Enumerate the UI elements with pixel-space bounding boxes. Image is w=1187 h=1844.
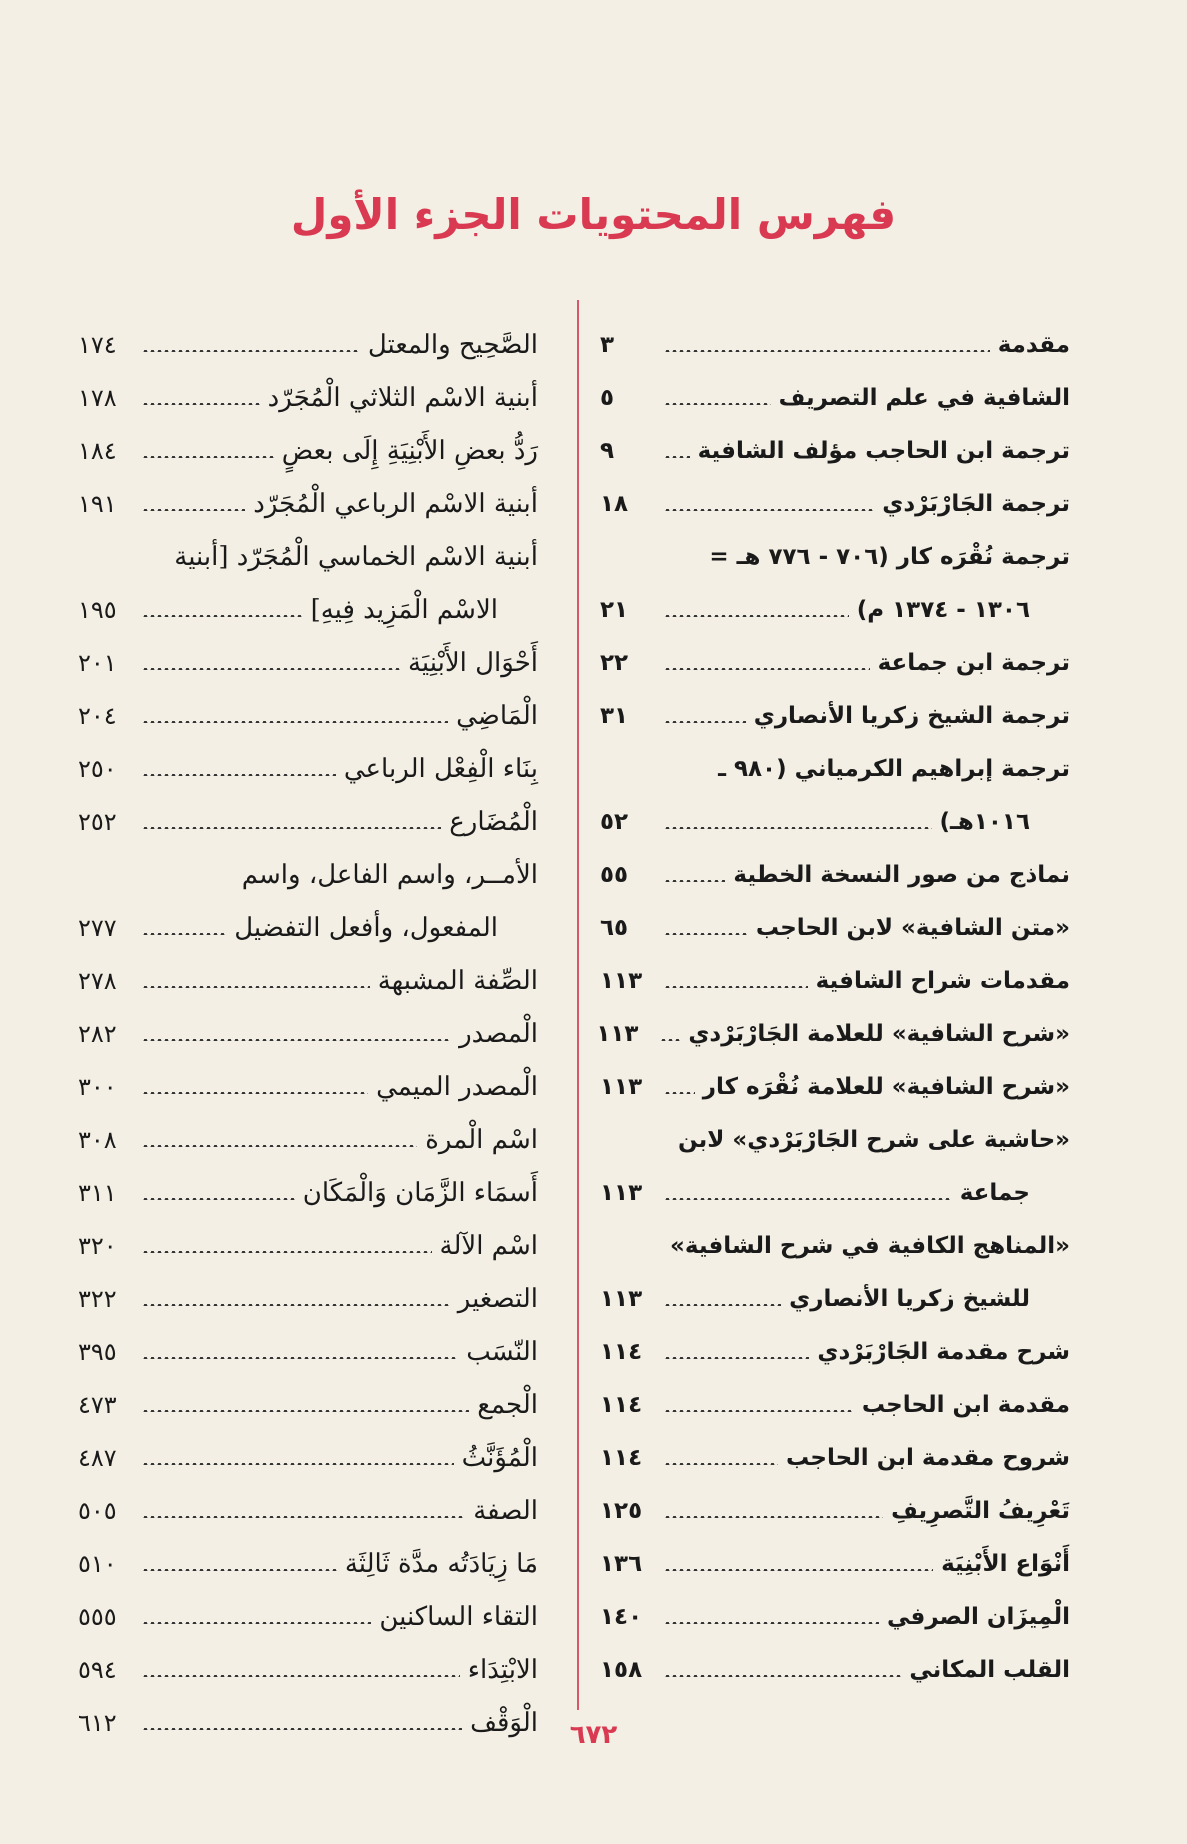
- toc-entry: [600, 477, 1070, 530]
- toc-entry-title: ترجمة ابن الحاجب مؤلف الشافية: [697, 437, 1070, 464]
- toc-entry-page: ١٣٦: [600, 1550, 643, 1577]
- toc-entry-page: ١١٤: [600, 1391, 643, 1418]
- dot-leader: [664, 1622, 879, 1624]
- toc-entry: [78, 530, 538, 583]
- toc-entry-title: ترجمة ابن جماعة: [877, 649, 1070, 676]
- toc-entry-page: ١١٤: [600, 1338, 643, 1365]
- dot-leader: [664, 1198, 952, 1200]
- toc-entry: [600, 742, 1070, 795]
- toc-entry-title: الْوَقْف: [470, 1707, 538, 1738]
- dot-leader: [664, 509, 874, 511]
- toc-entry-page: ١٧٤: [78, 330, 117, 359]
- toc-entry: [600, 1325, 1070, 1378]
- toc-entry: [78, 689, 538, 742]
- toc-entry: [600, 954, 1070, 1007]
- toc-entry-title: التصغير: [457, 1283, 538, 1314]
- dot-leader: [142, 1675, 460, 1677]
- toc-entry-page: ١١٣: [600, 967, 643, 994]
- toc-entry: [78, 901, 538, 954]
- toc-left-column: [78, 318, 538, 1749]
- toc-entry-title: الْمصدر الميمي: [376, 1071, 538, 1102]
- page-number: ٦٧٢: [569, 1720, 618, 1750]
- toc-entry-title: الصَّحِيح والمعتل: [367, 329, 538, 360]
- dot-leader: [664, 615, 849, 617]
- toc-entry: [600, 1060, 1070, 1113]
- toc-right-column: [596, 318, 1070, 1696]
- toc-entry: [78, 1219, 538, 1272]
- toc-entry: [78, 477, 538, 530]
- toc-entry-page: ٣٩٥: [78, 1337, 117, 1366]
- toc-entry: [78, 1060, 538, 1113]
- toc-entry-title: الْمُضَارع: [449, 806, 538, 837]
- toc-entry: [600, 1378, 1070, 1431]
- toc-entry-title: ١٠١٦هـ): [939, 808, 1030, 835]
- toc-entry-page: ٤٨٧: [78, 1443, 117, 1472]
- dot-leader: [664, 827, 932, 829]
- dot-leader: [664, 403, 771, 405]
- dot-leader: [664, 1675, 901, 1677]
- toc-entry-page: ٥٩٤: [78, 1655, 117, 1684]
- dot-leader: [664, 933, 748, 935]
- toc-entry: [600, 1113, 1070, 1166]
- toc-entry-title: شروح مقدمة ابن الحاجب: [786, 1444, 1070, 1471]
- toc-entry: [78, 1325, 538, 1378]
- toc-entry: [600, 1537, 1070, 1590]
- toc-entry-title: الأمــر، واسم الفاعل، واسم: [241, 859, 538, 890]
- dot-leader: [142, 1145, 417, 1147]
- toc-entry-page: ٥٠٥: [78, 1496, 117, 1525]
- toc-entry-title: أَسمَاء الزَّمَان وَالْمَكَان: [302, 1177, 538, 1208]
- dot-leader: [142, 615, 303, 617]
- dot-leader: [142, 774, 336, 776]
- dot-leader: [142, 456, 274, 458]
- toc-entry-title: اسْم الآلة: [439, 1230, 538, 1261]
- column-divider: [577, 300, 579, 1710]
- toc-entry: [78, 1484, 538, 1537]
- toc-entry: [78, 371, 538, 424]
- dot-leader: [664, 1357, 809, 1359]
- toc-entry: [78, 1378, 538, 1431]
- toc-entry: [78, 795, 538, 848]
- toc-entry: [78, 1537, 538, 1590]
- dot-leader: [664, 456, 690, 458]
- toc-entry: [600, 318, 1070, 371]
- toc-entry: [600, 1272, 1070, 1325]
- dot-leader: [142, 1463, 454, 1465]
- toc-entry: [600, 1643, 1070, 1696]
- toc-entry: [78, 1007, 538, 1060]
- toc-entry-page: ٥٥٥: [78, 1602, 117, 1631]
- toc-entry: [600, 901, 1070, 954]
- toc-entry-title: تَعْرِيفُ التَّصرِيفِ: [891, 1497, 1070, 1524]
- toc-entry-title: أبنية الاسْم الرباعي الْمُجَرّد: [253, 488, 538, 519]
- toc-entry-page: ١٨٤: [78, 436, 117, 465]
- page-title: فهرس المحتويات الجزء الأول: [290, 190, 897, 239]
- toc-entry-title: أَنْوَاع الأَبْنِيَة: [941, 1550, 1070, 1577]
- toc-entry: [600, 583, 1070, 636]
- toc-entry-page: ١١٣: [600, 1073, 643, 1100]
- toc-entry: [600, 848, 1070, 901]
- dot-leader: [660, 1039, 680, 1041]
- toc-entry-page: ١٧٨: [78, 383, 117, 412]
- toc-entry: [600, 689, 1070, 742]
- dot-leader: [142, 350, 360, 352]
- toc-entry-page: ٢٠٤: [78, 701, 117, 730]
- dot-leader: [664, 668, 870, 670]
- toc-entry: [78, 954, 538, 1007]
- toc-entry-page: ٩: [600, 437, 615, 464]
- toc-entry-title: التقاء الساكنين: [379, 1601, 538, 1632]
- toc-entry-title: ترجمة إبراهيم الكرمياني (٩٨٠ ـ: [718, 755, 1070, 782]
- dot-leader: [142, 986, 370, 988]
- dot-leader: [142, 1251, 432, 1253]
- dot-leader: [142, 1410, 469, 1412]
- dot-leader: [142, 1622, 371, 1624]
- toc-entry-page: ١٨: [600, 490, 629, 517]
- toc-entry: [78, 742, 538, 795]
- toc-entry-title: مقدمات شراح الشافية: [815, 967, 1070, 994]
- toc-entry: [78, 1431, 538, 1484]
- toc-entry-page: ١٩٥: [78, 595, 117, 624]
- toc-entry-page: ٣١١: [78, 1178, 117, 1207]
- dot-leader: [142, 933, 226, 935]
- toc-entry-page: ١٥٨: [600, 1656, 643, 1683]
- toc-entry-title: «المناهج الكافية في شرح الشافية»: [670, 1232, 1070, 1259]
- toc-entry: [600, 1484, 1070, 1537]
- dot-leader: [142, 668, 400, 670]
- toc-entry-title: نماذج من صور النسخة الخطية: [733, 861, 1070, 888]
- toc-entry-page: ٥٢: [600, 808, 629, 835]
- dot-leader: [664, 721, 746, 723]
- toc-entry-page: ٣١: [600, 702, 629, 729]
- toc-entry: [78, 1590, 538, 1643]
- toc-entry-title: الشافية في علم التصريف: [778, 384, 1070, 411]
- toc-entry-title: للشيخ زكريا الأنصاري: [789, 1285, 1030, 1312]
- toc-entry-title: مقدمة: [997, 331, 1070, 358]
- toc-entry-title: ترجمة الجَارْبَرْدي: [882, 490, 1070, 517]
- dot-leader: [142, 1516, 465, 1518]
- toc-entry: [600, 1590, 1070, 1643]
- toc-entry-page: ٣٠٨: [78, 1125, 117, 1154]
- toc-entry-page: ٣٠٠: [78, 1072, 117, 1101]
- toc-entry-title: أَحْوَال الأَبْنِيَة: [407, 647, 538, 678]
- toc-entry: [600, 530, 1070, 583]
- dot-leader: [664, 1304, 781, 1306]
- toc-entry-title: الْجمع: [477, 1389, 538, 1420]
- toc-entry: [78, 848, 538, 901]
- toc-entry-page: ١٢٥: [600, 1497, 643, 1524]
- toc-entry: [78, 636, 538, 689]
- toc-entry-title: بِنَاء الْفِعْل الرباعي: [343, 753, 538, 784]
- toc-entry-page: ١٤٠: [600, 1603, 643, 1630]
- toc-entry-title: الْمِيزَان الصرفي: [887, 1603, 1070, 1630]
- toc-entry-page: ٥١٠: [78, 1549, 117, 1578]
- toc-entry-page: ٦٥: [600, 914, 629, 941]
- dot-leader: [664, 1092, 695, 1094]
- dot-leader: [142, 1198, 295, 1200]
- toc-entry-title: الْمصدر: [459, 1018, 538, 1049]
- toc-entry-title: ترجمة الشيخ زكريا الأنصاري: [753, 702, 1070, 729]
- dot-leader: [142, 403, 260, 405]
- toc-entry-title: الصِّفة المشبهة: [377, 965, 538, 996]
- toc-entry-title: «حاشية على شرح الجَارْبَرْدي» لابن: [677, 1126, 1070, 1153]
- toc-entry-title: الابْتِدَاء: [467, 1654, 538, 1685]
- toc-entry-page: ٢٥٢: [78, 807, 117, 836]
- dot-leader: [142, 1039, 451, 1041]
- dot-leader: [142, 1357, 458, 1359]
- toc-entry-title: مقدمة ابن الحاجب: [861, 1391, 1070, 1418]
- toc-entry-title: الْمُؤَنَّثُ: [461, 1442, 538, 1473]
- toc-entry-title: مَا زِيَادَتُه مدَّة ثَالِثَة: [344, 1548, 538, 1579]
- toc-entry-page: ٣٢٢: [78, 1284, 117, 1313]
- dot-leader: [664, 1516, 883, 1518]
- toc-entry-page: ٤٧٣: [78, 1390, 117, 1419]
- toc-entry-title: رَدُّ بعضِ الأَبْنِيَةِ إِلَى بعضٍ: [281, 435, 538, 466]
- toc-entry-page: ٢١: [600, 596, 629, 623]
- toc-entry: [600, 1166, 1070, 1219]
- toc-entry-title: «شرح الشافية» للعلامة الجَارْبَرْدي: [688, 1020, 1070, 1047]
- dot-leader: [142, 1569, 337, 1571]
- dot-leader: [664, 1569, 933, 1571]
- toc-entry-page: ١٩١: [78, 489, 117, 518]
- toc-entry-page: ٢٢: [600, 649, 629, 676]
- toc-entry-title: المفعول، وأفعل التفضيل: [234, 912, 498, 943]
- dot-leader: [664, 1463, 778, 1465]
- dot-leader: [142, 1304, 450, 1306]
- toc-entry-page: ١١٤: [600, 1444, 643, 1471]
- toc-entry-page: ٢٠١: [78, 648, 117, 677]
- toc-entry-page: ٢٥٠: [78, 754, 117, 783]
- toc-entry: [600, 371, 1070, 424]
- toc-entry-title: ترجمة نُقْرَه كار (٧٠٦ - ٧٧٦ هـ =: [709, 543, 1070, 570]
- dot-leader: [142, 827, 441, 829]
- toc-entry: [600, 1219, 1070, 1272]
- toc-entry-title: اسْم الْمرة: [425, 1124, 538, 1155]
- dot-leader: [664, 986, 808, 988]
- dot-leader: [664, 1410, 854, 1412]
- toc-entry-page: ١١٣: [600, 1285, 643, 1312]
- toc-entry-page: ٥٥: [600, 861, 629, 888]
- toc-entry-title: شرح مقدمة الجَارْبَرْدي: [817, 1338, 1070, 1365]
- toc-entry: [78, 1272, 538, 1325]
- toc-entry-title: القلب المكاني: [909, 1656, 1070, 1683]
- toc-entry: [78, 424, 538, 477]
- toc-entry-page: ٢٨٢: [78, 1019, 117, 1048]
- toc-entry-page: ٣٢٠: [78, 1231, 117, 1260]
- toc-entry: [600, 636, 1070, 689]
- dot-leader: [664, 880, 725, 882]
- toc-entry-title: الْمَاضِي: [456, 700, 538, 731]
- toc-entry-title: «شرح الشافية» للعلامة نُقْرَه كار: [702, 1073, 1070, 1100]
- toc-entry-title: أبنية الاسْم الثلاثي الْمُجَرّد: [267, 382, 538, 413]
- dot-leader: [142, 721, 448, 723]
- toc-entry: [78, 1166, 538, 1219]
- toc-entry-title: الاسْم الْمَزِيد فِيهِ]: [310, 594, 498, 625]
- toc-entry: [600, 1431, 1070, 1484]
- dot-leader: [142, 509, 245, 511]
- toc-entry-page: ٢٧٨: [78, 966, 117, 995]
- toc-entry: [600, 795, 1070, 848]
- toc-entry-page: ٦١٢: [78, 1708, 117, 1737]
- toc-entry: [78, 318, 538, 371]
- toc-entry-title: أبنية الاسْم الخماسي الْمُجَرّد [أبنية: [174, 541, 538, 572]
- toc-entry: [600, 424, 1070, 477]
- toc-entry: [596, 1007, 1070, 1060]
- toc-entry-page: ١١٣: [596, 1020, 639, 1047]
- toc-entry-title: جماعة: [959, 1179, 1030, 1206]
- toc-entry: [78, 1113, 538, 1166]
- toc-entry-title: «متن الشافية» لابن الحاجب: [755, 914, 1070, 941]
- toc-entry-page: ٢٧٧: [78, 913, 117, 942]
- dot-leader: [664, 350, 990, 352]
- toc-entry-title: الصفة: [473, 1495, 538, 1526]
- toc-entry-page: ٣: [600, 331, 615, 358]
- dot-leader: [142, 1092, 368, 1094]
- toc-entry-title: ١٣٠٦ - ١٣٧٤ م): [856, 596, 1030, 623]
- toc-entry-page: ١١٣: [600, 1179, 643, 1206]
- toc-entry: [78, 1643, 538, 1696]
- toc-entry: [78, 583, 538, 636]
- toc-entry-page: ٥: [600, 384, 615, 411]
- toc-entry-title: النّسَب: [466, 1336, 538, 1367]
